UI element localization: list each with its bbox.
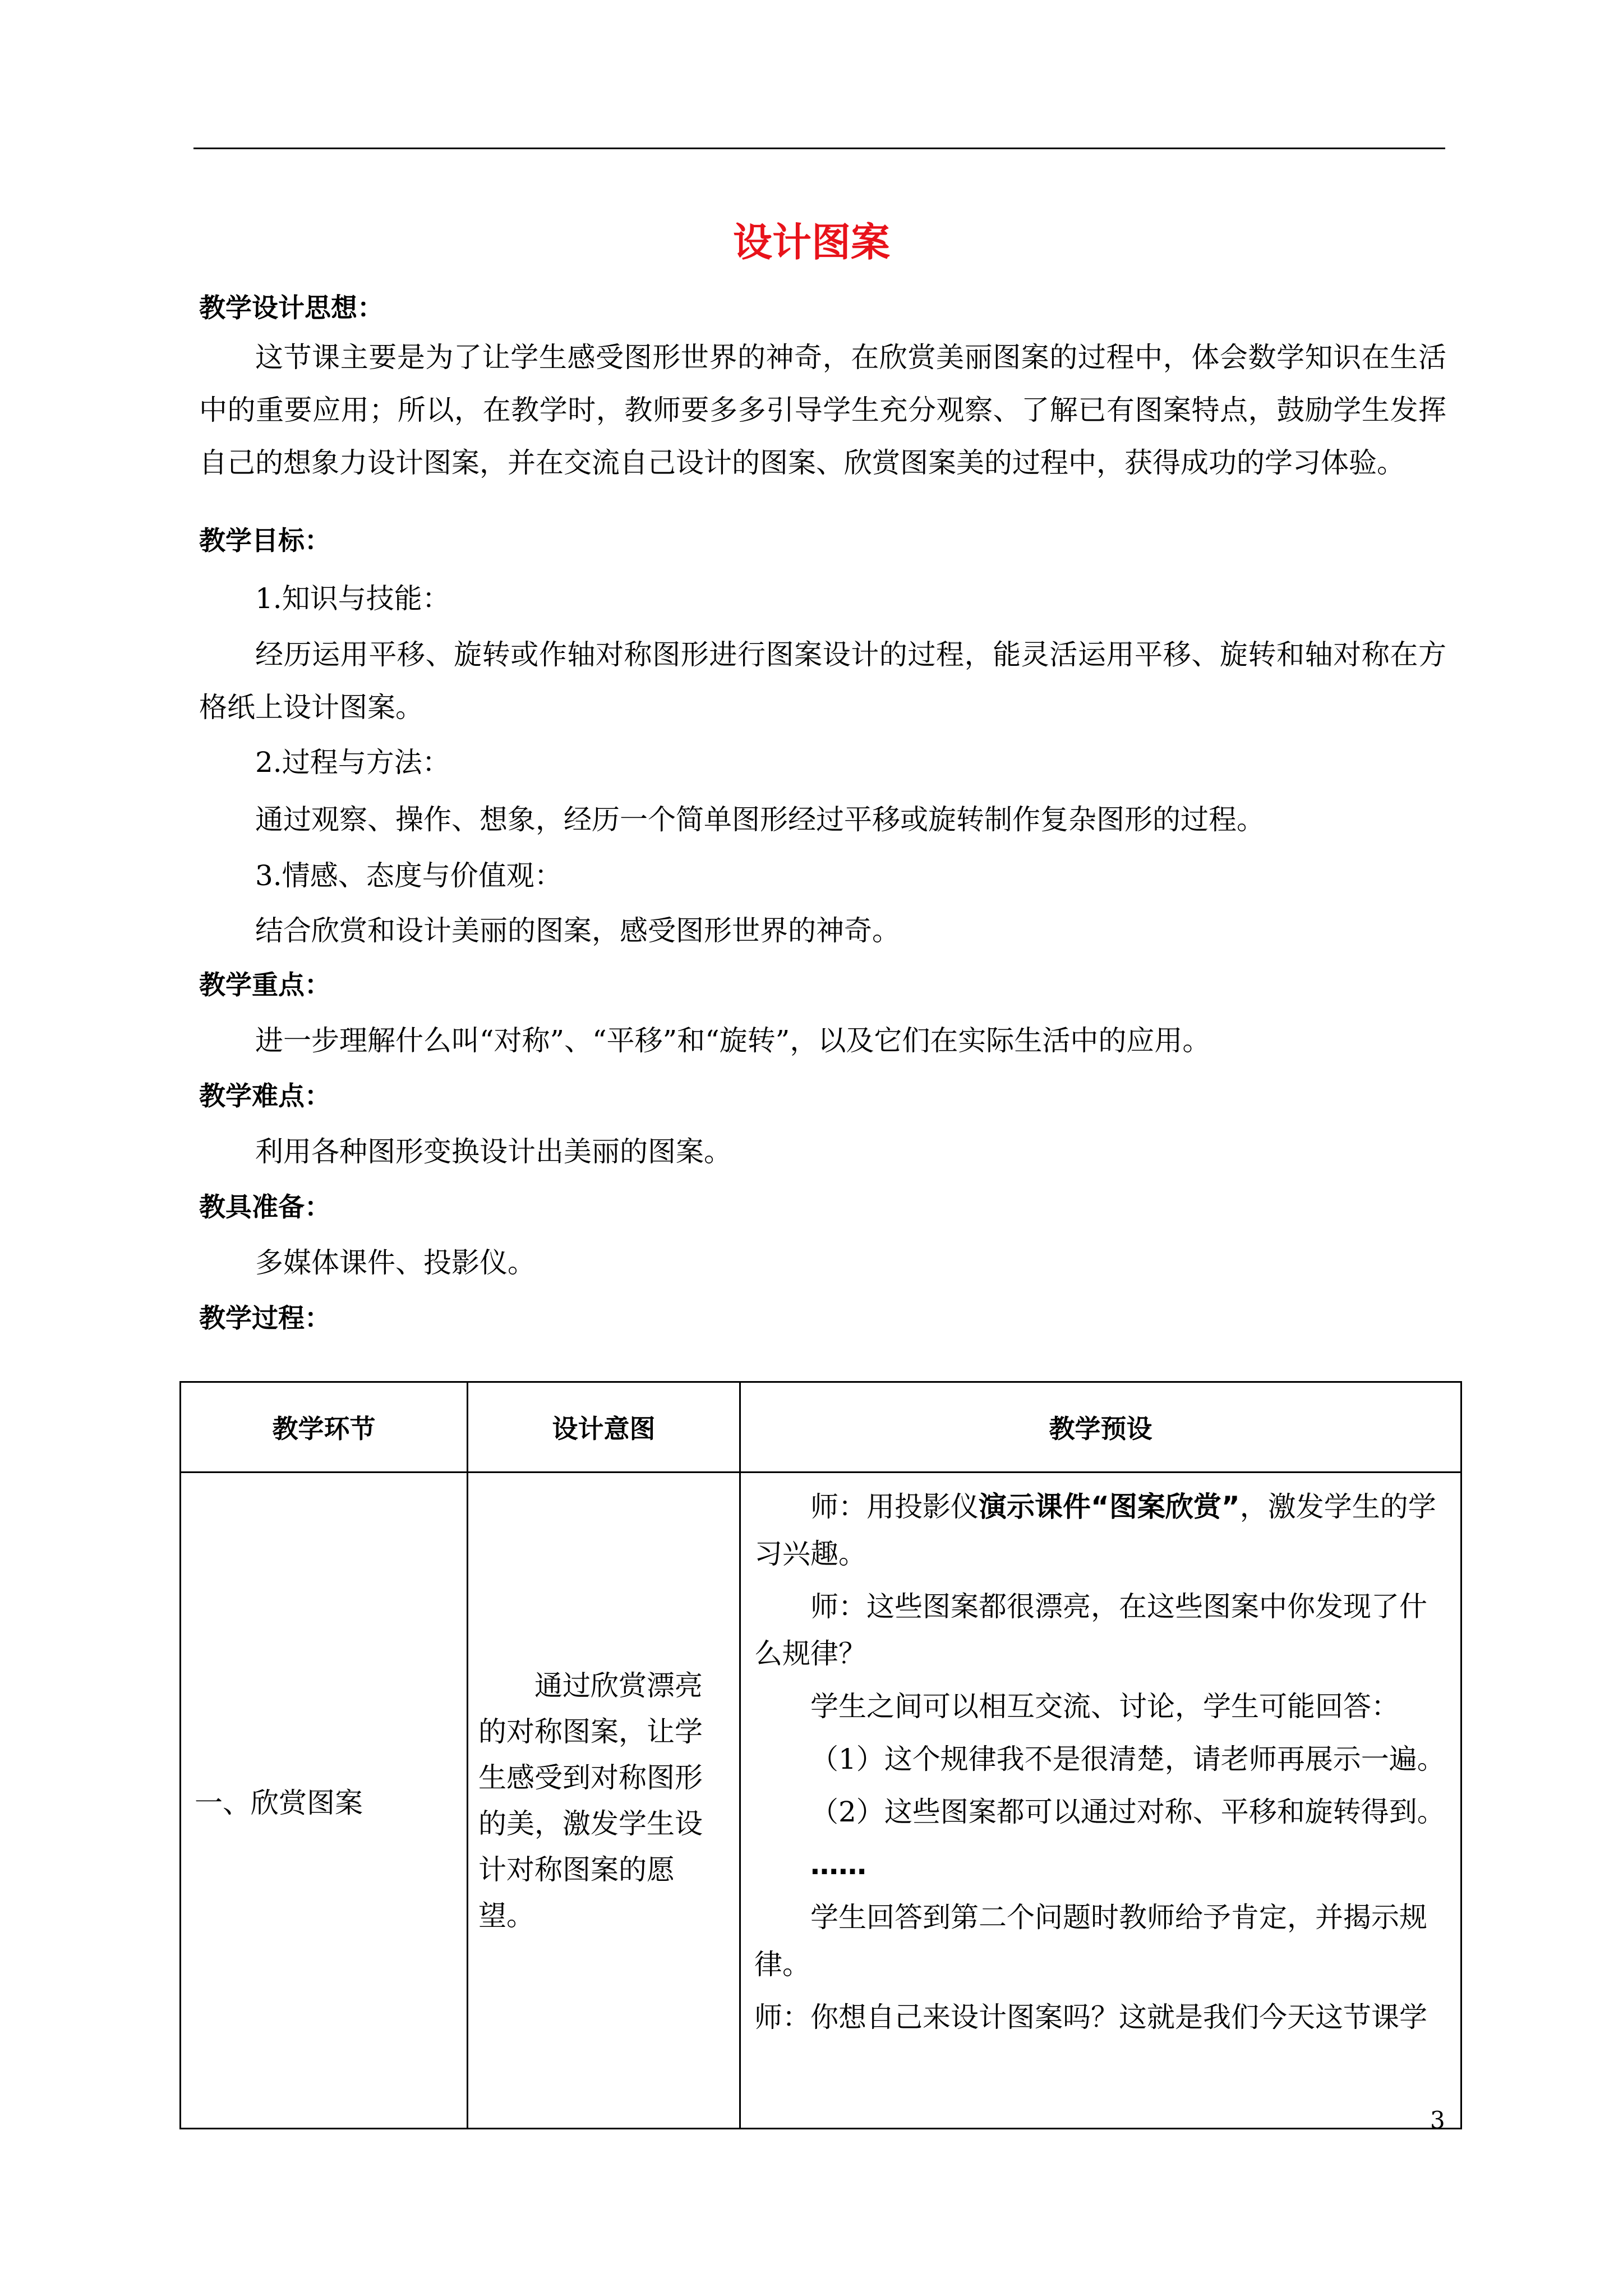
preset-line [754, 1483, 1448, 1577]
preset-line: 学生之间可以相互交流、讨论，学生可能回答： [810, 1690, 1399, 1723]
preset-line: （1）这个规律我不是很清楚，请老师再展示一遍。 [810, 1743, 1445, 1775]
process-heading: 教学过程： [199, 1303, 331, 1334]
preset-cell [740, 1473, 1461, 2129]
goal-heading: 教学目标： [199, 526, 331, 556]
header-rule [193, 148, 1445, 149]
difficulty-text: 利用各种图形变换设计出美丽的图案。 [255, 1135, 732, 1168]
preset-line: （2）这些图案都可以通过对称、平移和旋转得到。 [810, 1796, 1445, 1828]
goal2-title: 2.过程与方法： [255, 746, 450, 779]
intent-cell: 通过欣赏漂亮的对称图案，让学生感受到对称图形的美，激发学生设计对称图案的愿望。 [468, 1473, 740, 2129]
header-preset: 教学预设 [740, 1382, 1461, 1473]
goal3-title: 3.情感、态度与价值观： [255, 859, 562, 892]
preset-text: 师：用投影仪 [810, 1490, 979, 1523]
goal2-text: 通过观察、操作、想象，经历一个简单图形经过平移或旋转制作复杂图形的过程。 [255, 803, 1265, 836]
page-title: 设计图案 [733, 219, 890, 265]
idea-heading: 教学设计思想： [199, 293, 384, 324]
key-heading: 教学重点： [199, 970, 331, 1001]
goal1-text: 经历运用平移、旋转或作轴对称图形进行图案设计的过程，能灵活运用平移、旋转和轴对称在方格纸上设计图案。 [199, 638, 1446, 724]
header-stage: 教学环节 [181, 1382, 468, 1473]
idea-paragraph: 这节课主要是为了让学生感受图形世界的神奇，在欣赏美丽图案的过程中，体会数学知识在生活中的重要应用；所以，在教学时，教师要多多引导学生充分观察、了解已有图案特点，鼓励学生发挥自己的想象力设计图案，并在交流自己设计的图案、欣赏图案美的过程中，获得成功的学习体验。 [199, 341, 1446, 479]
key-text: 进一步理解什么叫“对称”、“平移”和“旋转”，以及它们在实际生活中的应用。 [255, 1024, 1211, 1057]
page-number: 3 [1430, 2106, 1445, 2134]
tools-heading: 教具准备： [199, 1192, 331, 1223]
preset-line: 师：你想自己来设计图案吗？这就是我们今天这节课学 [754, 2001, 1427, 2033]
table-header-row [181, 1382, 1461, 1473]
table-row [181, 1473, 1461, 2129]
stage-cell: 一、欣赏图案 [181, 1473, 468, 2129]
tools-text: 多媒体课件、投影仪。 [255, 1246, 536, 1279]
preset-line: 师：这些图案都很漂亮，在这些图案中你发现了什么规律？ [754, 1590, 1427, 1670]
difficulty-heading: 教学难点： [199, 1081, 331, 1112]
preset-line: 学生回答到第二个问题时教师给予肯定，并揭示规律。 [754, 1901, 1427, 1981]
preset-text: ，激发学生的学习兴趣。 [754, 1490, 1436, 1570]
goal1-title: 1.知识与技能： [255, 582, 450, 615]
preset-bold-text: 演示课件“图案欣赏” [979, 1490, 1240, 1523]
header-intent: 设计意图 [468, 1382, 740, 1473]
goal3-text: 结合欣赏和设计美丽的图案，感受图形世界的神奇。 [255, 914, 900, 947]
preset-line: …… [810, 1848, 866, 1881]
process-table [179, 1381, 1462, 2129]
